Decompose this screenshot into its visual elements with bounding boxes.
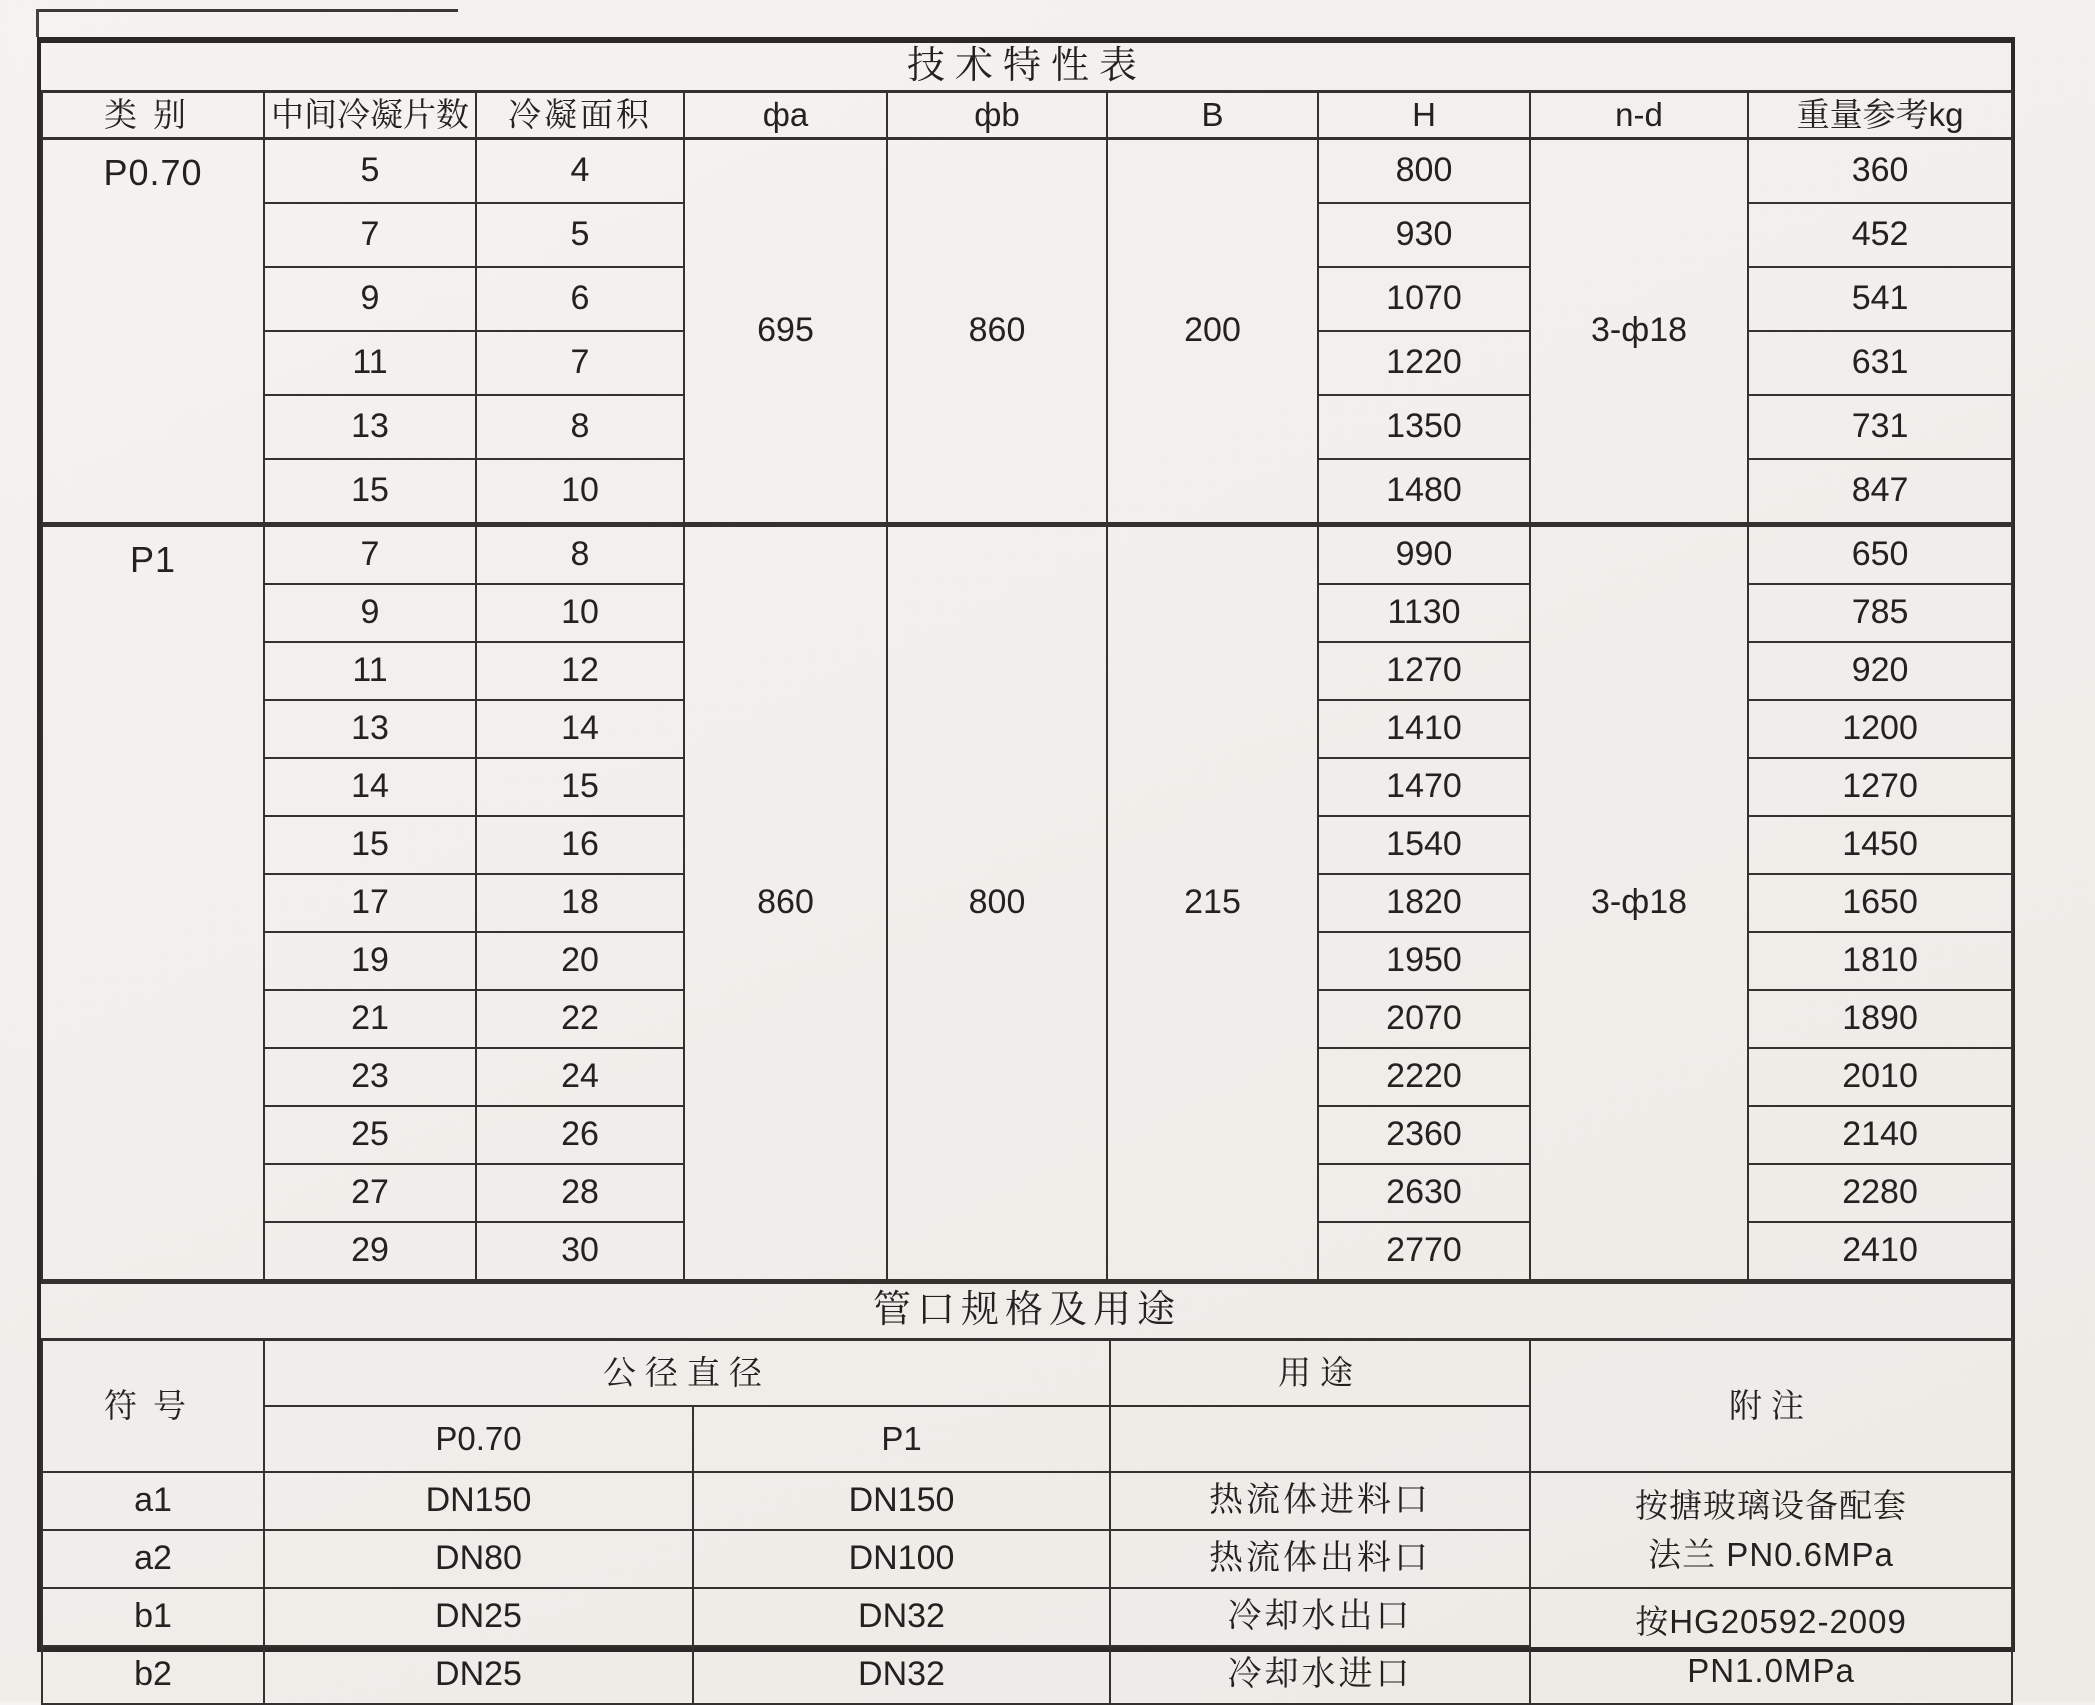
cell-h: 990	[1318, 525, 1530, 585]
cell-note-glass-flange	[1530, 1472, 2012, 1588]
cell-h: 1820	[1318, 874, 1530, 932]
cell-weight: 452	[1748, 203, 2012, 267]
cell-category: P1	[42, 525, 264, 1282]
cell-h: 2220	[1318, 1048, 1530, 1106]
cell-dn-p1: DN32	[693, 1646, 1110, 1704]
cell-weight: 360	[1748, 139, 2012, 204]
cell-dn-p070: DN150	[264, 1472, 693, 1530]
cell-usage: 冷却水进口	[1110, 1646, 1530, 1704]
cell-area: 10	[476, 584, 684, 642]
cell-area: 30	[476, 1222, 684, 1282]
cell-pieces: 9	[264, 584, 476, 642]
cell-h: 1350	[1318, 395, 1530, 459]
port-table	[41, 1284, 2013, 1705]
cell-weight: 541	[1748, 267, 2012, 331]
cell-pieces: 25	[264, 1106, 476, 1164]
cell-weight: 650	[1748, 525, 2012, 585]
cell-phi-a: 860	[684, 525, 887, 1282]
cell-pieces: 11	[264, 642, 476, 700]
cell-weight: 1650	[1748, 874, 2012, 932]
cell-weight: 731	[1748, 395, 2012, 459]
cell-h: 1130	[1318, 584, 1530, 642]
cell-phi-b: 800	[887, 525, 1107, 1282]
cell-area: 15	[476, 758, 684, 816]
cell-nd: 3-ф18	[1530, 139, 1748, 525]
cell-weight: 2410	[1748, 1222, 2012, 1282]
cell-weight: 920	[1748, 642, 2012, 700]
col-header-weight: 重量参考kg	[1748, 92, 2012, 139]
col-header-phi-b: фb	[887, 92, 1107, 139]
cell-symbol: a2	[42, 1530, 264, 1588]
cell-b: 200	[1107, 139, 1318, 525]
cell-area: 12	[476, 642, 684, 700]
cell-phi-b: 860	[887, 139, 1107, 525]
cell-h: 1220	[1318, 331, 1530, 395]
col-header-usage: 用途	[1110, 1340, 1530, 1407]
cell-area: 8	[476, 395, 684, 459]
note-line: 法兰 PN0.6MPa	[1648, 1536, 1894, 1573]
cell-h: 1270	[1318, 642, 1530, 700]
cell-h: 1410	[1318, 700, 1530, 758]
cell-area: 16	[476, 816, 684, 874]
cell-h: 1470	[1318, 758, 1530, 816]
cell-area: 6	[476, 267, 684, 331]
note-line: 按搪玻璃设备配套	[1635, 1486, 1908, 1524]
cell-phi-a: 695	[684, 139, 887, 525]
cell-h: 2770	[1318, 1222, 1530, 1282]
cell-pieces: 7	[264, 525, 476, 585]
cell-weight: 1810	[1748, 932, 2012, 990]
cell-usage: 热流体出料口	[1110, 1530, 1530, 1588]
cell-dn-p070: DN80	[264, 1530, 693, 1588]
cell-category: P0.70	[42, 139, 264, 525]
cell-pieces: 11	[264, 331, 476, 395]
cell-dn-p070: DN25	[264, 1588, 693, 1646]
cell-pieces: 19	[264, 932, 476, 990]
col-subheader-p070: P0.70	[264, 1406, 693, 1472]
table-row	[42, 1284, 2012, 1340]
cell-b: 215	[1107, 525, 1318, 1282]
cell-pieces: 21	[264, 990, 476, 1048]
cell-pieces: 13	[264, 395, 476, 459]
cell-weight: 1270	[1748, 758, 2012, 816]
cell-dn-p1: DN32	[693, 1588, 1110, 1646]
cell-pieces: 29	[264, 1222, 476, 1282]
cell-symbol: b2	[42, 1646, 264, 1704]
scan-artifact-stub	[36, 9, 39, 37]
col-header-b: B	[1107, 92, 1318, 139]
tech-table-title: 技术特性表	[42, 43, 2012, 92]
col-header-symbol: 符号	[42, 1340, 264, 1473]
cell-pieces: 15	[264, 459, 476, 525]
table-row	[42, 1472, 2012, 1530]
cell-h: 1540	[1318, 816, 1530, 874]
cell-h: 800	[1318, 139, 1530, 204]
cell-weight: 2280	[1748, 1164, 2012, 1222]
cell-weight: 1200	[1748, 700, 2012, 758]
table-row	[42, 139, 2012, 204]
cell-dn-p1: DN150	[693, 1472, 1110, 1530]
col-header-nd: n-d	[1530, 92, 1748, 139]
tech-table	[41, 43, 2013, 1284]
cell-area: 20	[476, 932, 684, 990]
cell-h: 2360	[1318, 1106, 1530, 1164]
cell-weight: 785	[1748, 584, 2012, 642]
cell-weight: 631	[1748, 331, 2012, 395]
table-row	[42, 92, 2012, 139]
col-header-diameter: 公径直径	[264, 1340, 1110, 1407]
cell-area: 4	[476, 139, 684, 204]
cell-weight: 2140	[1748, 1106, 2012, 1164]
spec-sheet-frame	[37, 37, 2015, 1694]
cell-area: 24	[476, 1048, 684, 1106]
cell-weight: 1450	[1748, 816, 2012, 874]
cell-symbol: b1	[42, 1588, 264, 1646]
col-header-pieces: 中间冷凝片数	[264, 92, 476, 139]
cell-pieces: 17	[264, 874, 476, 932]
port-table-title: 管口规格及用途	[42, 1284, 2012, 1340]
cell-area: 5	[476, 203, 684, 267]
col-header-phi-a: фa	[684, 92, 887, 139]
cell-nd: 3-ф18	[1530, 525, 1748, 1282]
cell-note-hg-flange	[1530, 1588, 2012, 1704]
cell-area: 18	[476, 874, 684, 932]
cell-symbol: a1	[42, 1472, 264, 1530]
col-header-h: H	[1318, 92, 1530, 139]
table-row	[42, 1340, 2012, 1407]
note-line: 按HG20592-2009	[1635, 1602, 1907, 1640]
col-header-category: 类别	[42, 92, 264, 139]
cell-area: 14	[476, 700, 684, 758]
cell-pieces: 14	[264, 758, 476, 816]
cell-weight: 847	[1748, 459, 2012, 525]
cell-area: 26	[476, 1106, 684, 1164]
col-header-area: 冷凝面积	[476, 92, 684, 139]
cell-h: 1480	[1318, 459, 1530, 525]
cell-dn-p070: DN25	[264, 1646, 693, 1704]
cell-pieces: 7	[264, 203, 476, 267]
cell-pieces: 27	[264, 1164, 476, 1222]
table-row	[42, 1588, 2012, 1646]
col-header-note: 附注	[1530, 1340, 2012, 1473]
cell-usage: 热流体进料口	[1110, 1472, 1530, 1530]
cell-pieces: 15	[264, 816, 476, 874]
cell-usage: 冷却水出口	[1110, 1588, 1530, 1646]
cell-h: 1950	[1318, 932, 1530, 990]
note-line: PN1.0MPa	[1687, 1652, 1855, 1689]
table-row	[42, 43, 2012, 92]
cell-area: 7	[476, 331, 684, 395]
cell-h: 1070	[1318, 267, 1530, 331]
cell-h: 2630	[1318, 1164, 1530, 1222]
cell-pieces: 23	[264, 1048, 476, 1106]
cell-dn-p1: DN100	[693, 1530, 1110, 1588]
cell-pieces: 9	[264, 267, 476, 331]
scan-artifact-line	[36, 9, 458, 12]
cell-weight: 1890	[1748, 990, 2012, 1048]
cell-weight: 2010	[1748, 1048, 2012, 1106]
cell-pieces: 5	[264, 139, 476, 204]
cell-h: 930	[1318, 203, 1530, 267]
cell-pieces: 13	[264, 700, 476, 758]
col-subheader-usage-empty	[1110, 1406, 1530, 1472]
col-subheader-p1: P1	[693, 1406, 1110, 1472]
cell-area: 28	[476, 1164, 684, 1222]
cell-area: 8	[476, 525, 684, 585]
cell-area: 10	[476, 459, 684, 525]
table-row	[42, 525, 2012, 585]
cell-h: 2070	[1318, 990, 1530, 1048]
cell-area: 22	[476, 990, 684, 1048]
